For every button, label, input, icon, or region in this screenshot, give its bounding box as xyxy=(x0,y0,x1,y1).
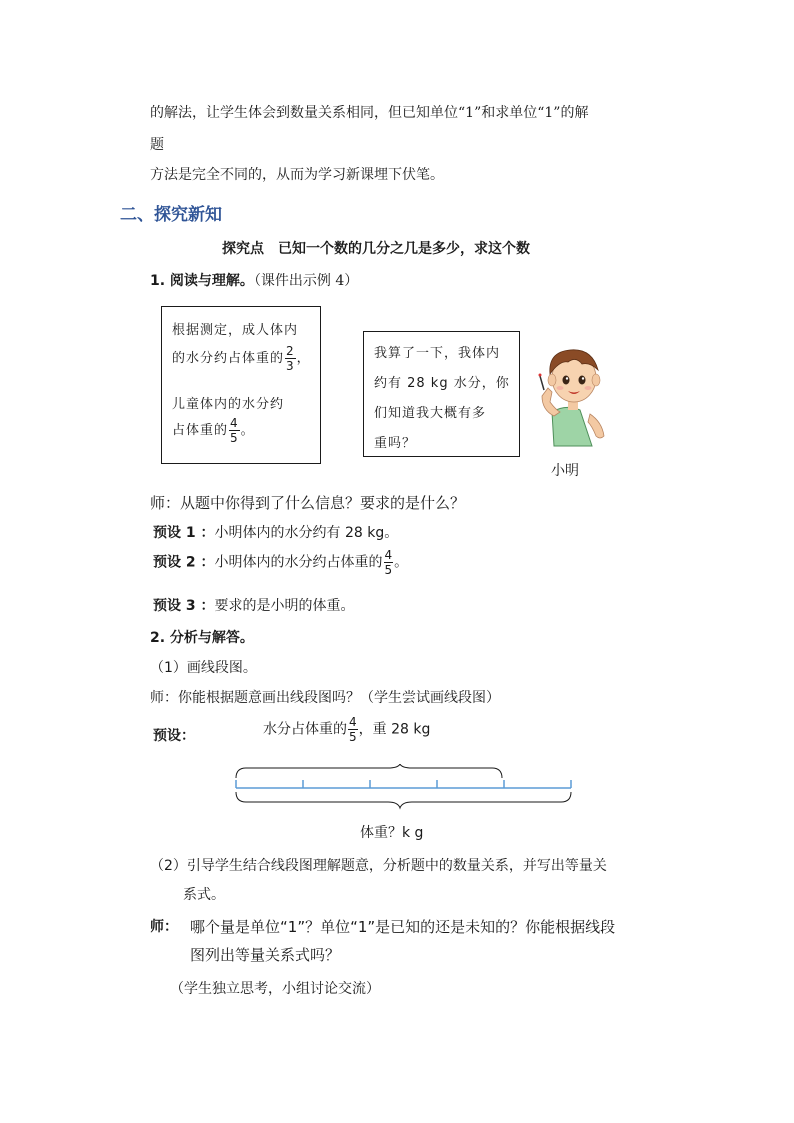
fraction-two-thirds xyxy=(285,345,296,372)
preset-3-label: 预设 3 ： xyxy=(153,598,215,614)
box-right-line-2: 约有 28 kg 水分，你 xyxy=(374,376,510,391)
segment-diagram xyxy=(230,764,575,814)
character-name: 小明 xyxy=(551,463,579,479)
fraction-numerator: 4 xyxy=(230,416,239,430)
info-box-right xyxy=(363,331,520,457)
student-note: （学生独立思考，小组讨论交流） xyxy=(170,981,380,997)
step1-title-row xyxy=(150,270,358,290)
diagram-top-label xyxy=(263,716,430,743)
box-left-line-2-text: 的水分约占体重的 xyxy=(172,351,285,366)
diagram-bottom-label: 体重？k g xyxy=(360,825,424,841)
intro-line-3: 方法是完全不同的，从而为学习新课埋下伏笔。 xyxy=(150,167,444,183)
teacher-question-3-line-1: 哪个量是单位“1”？单位“1”是已知的还是未知的？你能根据线段 xyxy=(190,918,616,936)
step2-sub-2-line-1: （2）引导学生结合线段图理解题意，分析题中的数量关系，并写出等量关 xyxy=(150,858,607,874)
fraction-numerator: 2 xyxy=(286,344,295,358)
teacher-question-1: 师：从题中你得到了什么信息？要求的是什么？ xyxy=(150,494,466,512)
box-left-line-2 xyxy=(172,345,311,372)
box-right-line-4: 重吗？ xyxy=(374,436,417,451)
teacher-question-2 xyxy=(150,687,500,707)
intro-line-1: 的解法，让学生体会到数量关系相同，但已知单位“1”和求单位“1”的解 xyxy=(150,105,589,121)
top-brace xyxy=(236,764,502,778)
preset-label: 预设： xyxy=(153,728,195,744)
preset-2-suffix: 。 xyxy=(394,554,409,571)
fraction-denominator: 3 xyxy=(286,359,295,373)
fraction-four-fifths xyxy=(229,417,240,444)
fraction-denominator: 5 xyxy=(349,730,357,744)
diagram-top-suffix: ，重 28 kg xyxy=(358,721,431,738)
info-box-left xyxy=(161,306,321,464)
step2-sub-1: （1）画线段图。 xyxy=(150,660,257,676)
box-left-line-1: 根据测定，成人体内 xyxy=(172,323,299,338)
section-heading: 二、探究新知 xyxy=(120,205,222,225)
boy-illustration xyxy=(530,340,620,450)
box-left-line-3: 儿童体内的水分约 xyxy=(172,397,285,412)
fraction-numerator: 4 xyxy=(349,715,357,729)
preset-1-text: 小明体内的水分约有 28 kg。 xyxy=(214,525,399,541)
preset-1 xyxy=(153,522,398,542)
box-left-line-2-suffix: ， xyxy=(296,351,311,366)
fraction-denominator: 5 xyxy=(230,431,239,445)
box-left-line-4-text: 占体重的 xyxy=(172,423,229,438)
intro-line-2: 题 xyxy=(150,137,164,153)
diagram-top-text: 水分占体重的 xyxy=(263,721,347,738)
fraction-denominator: 5 xyxy=(384,563,393,577)
preset-2-text: 小明体内的水分约占体重的 xyxy=(214,554,383,571)
fraction-four-fifths xyxy=(384,549,394,576)
step2-title: 2. 分析与解答。 xyxy=(150,630,254,646)
teacher-question-2-note: （学生尝试画线段图） xyxy=(360,690,500,706)
fraction-four-fifths xyxy=(348,716,358,743)
preset-1-label: 预设 1 ： xyxy=(153,525,215,541)
preset-2 xyxy=(153,549,408,576)
step1-note: （课件出示例 4） xyxy=(253,273,359,289)
box-right-line-3: 们知道我大概有多 xyxy=(374,406,487,421)
teacher-question-3-line-2: 图列出等量关系式吗？ xyxy=(190,946,341,964)
teacher-label: 师： xyxy=(150,919,178,935)
preset-2-label: 预设 2 ： xyxy=(153,554,215,571)
step1-title: 1. 阅读与理解。 xyxy=(150,273,254,289)
box-left-line-4 xyxy=(172,417,255,444)
bottom-brace xyxy=(236,792,571,808)
box-right-line-1: 我算了一下，我体内 xyxy=(374,346,501,361)
fraction-numerator: 4 xyxy=(384,548,393,562)
preset-3-text: 要求的是小明的体重。 xyxy=(214,598,355,614)
preset-3 xyxy=(153,595,355,615)
step2-sub-2-line-2: 系式。 xyxy=(183,887,225,903)
section-subheading: 探究点 已知一个数的几分之几是多少，求这个数 xyxy=(222,241,530,257)
box-left-line-4-suffix: 。 xyxy=(240,423,255,438)
teacher-question-2-text: 师：你能根据题意画出线段图吗？ xyxy=(150,690,360,706)
